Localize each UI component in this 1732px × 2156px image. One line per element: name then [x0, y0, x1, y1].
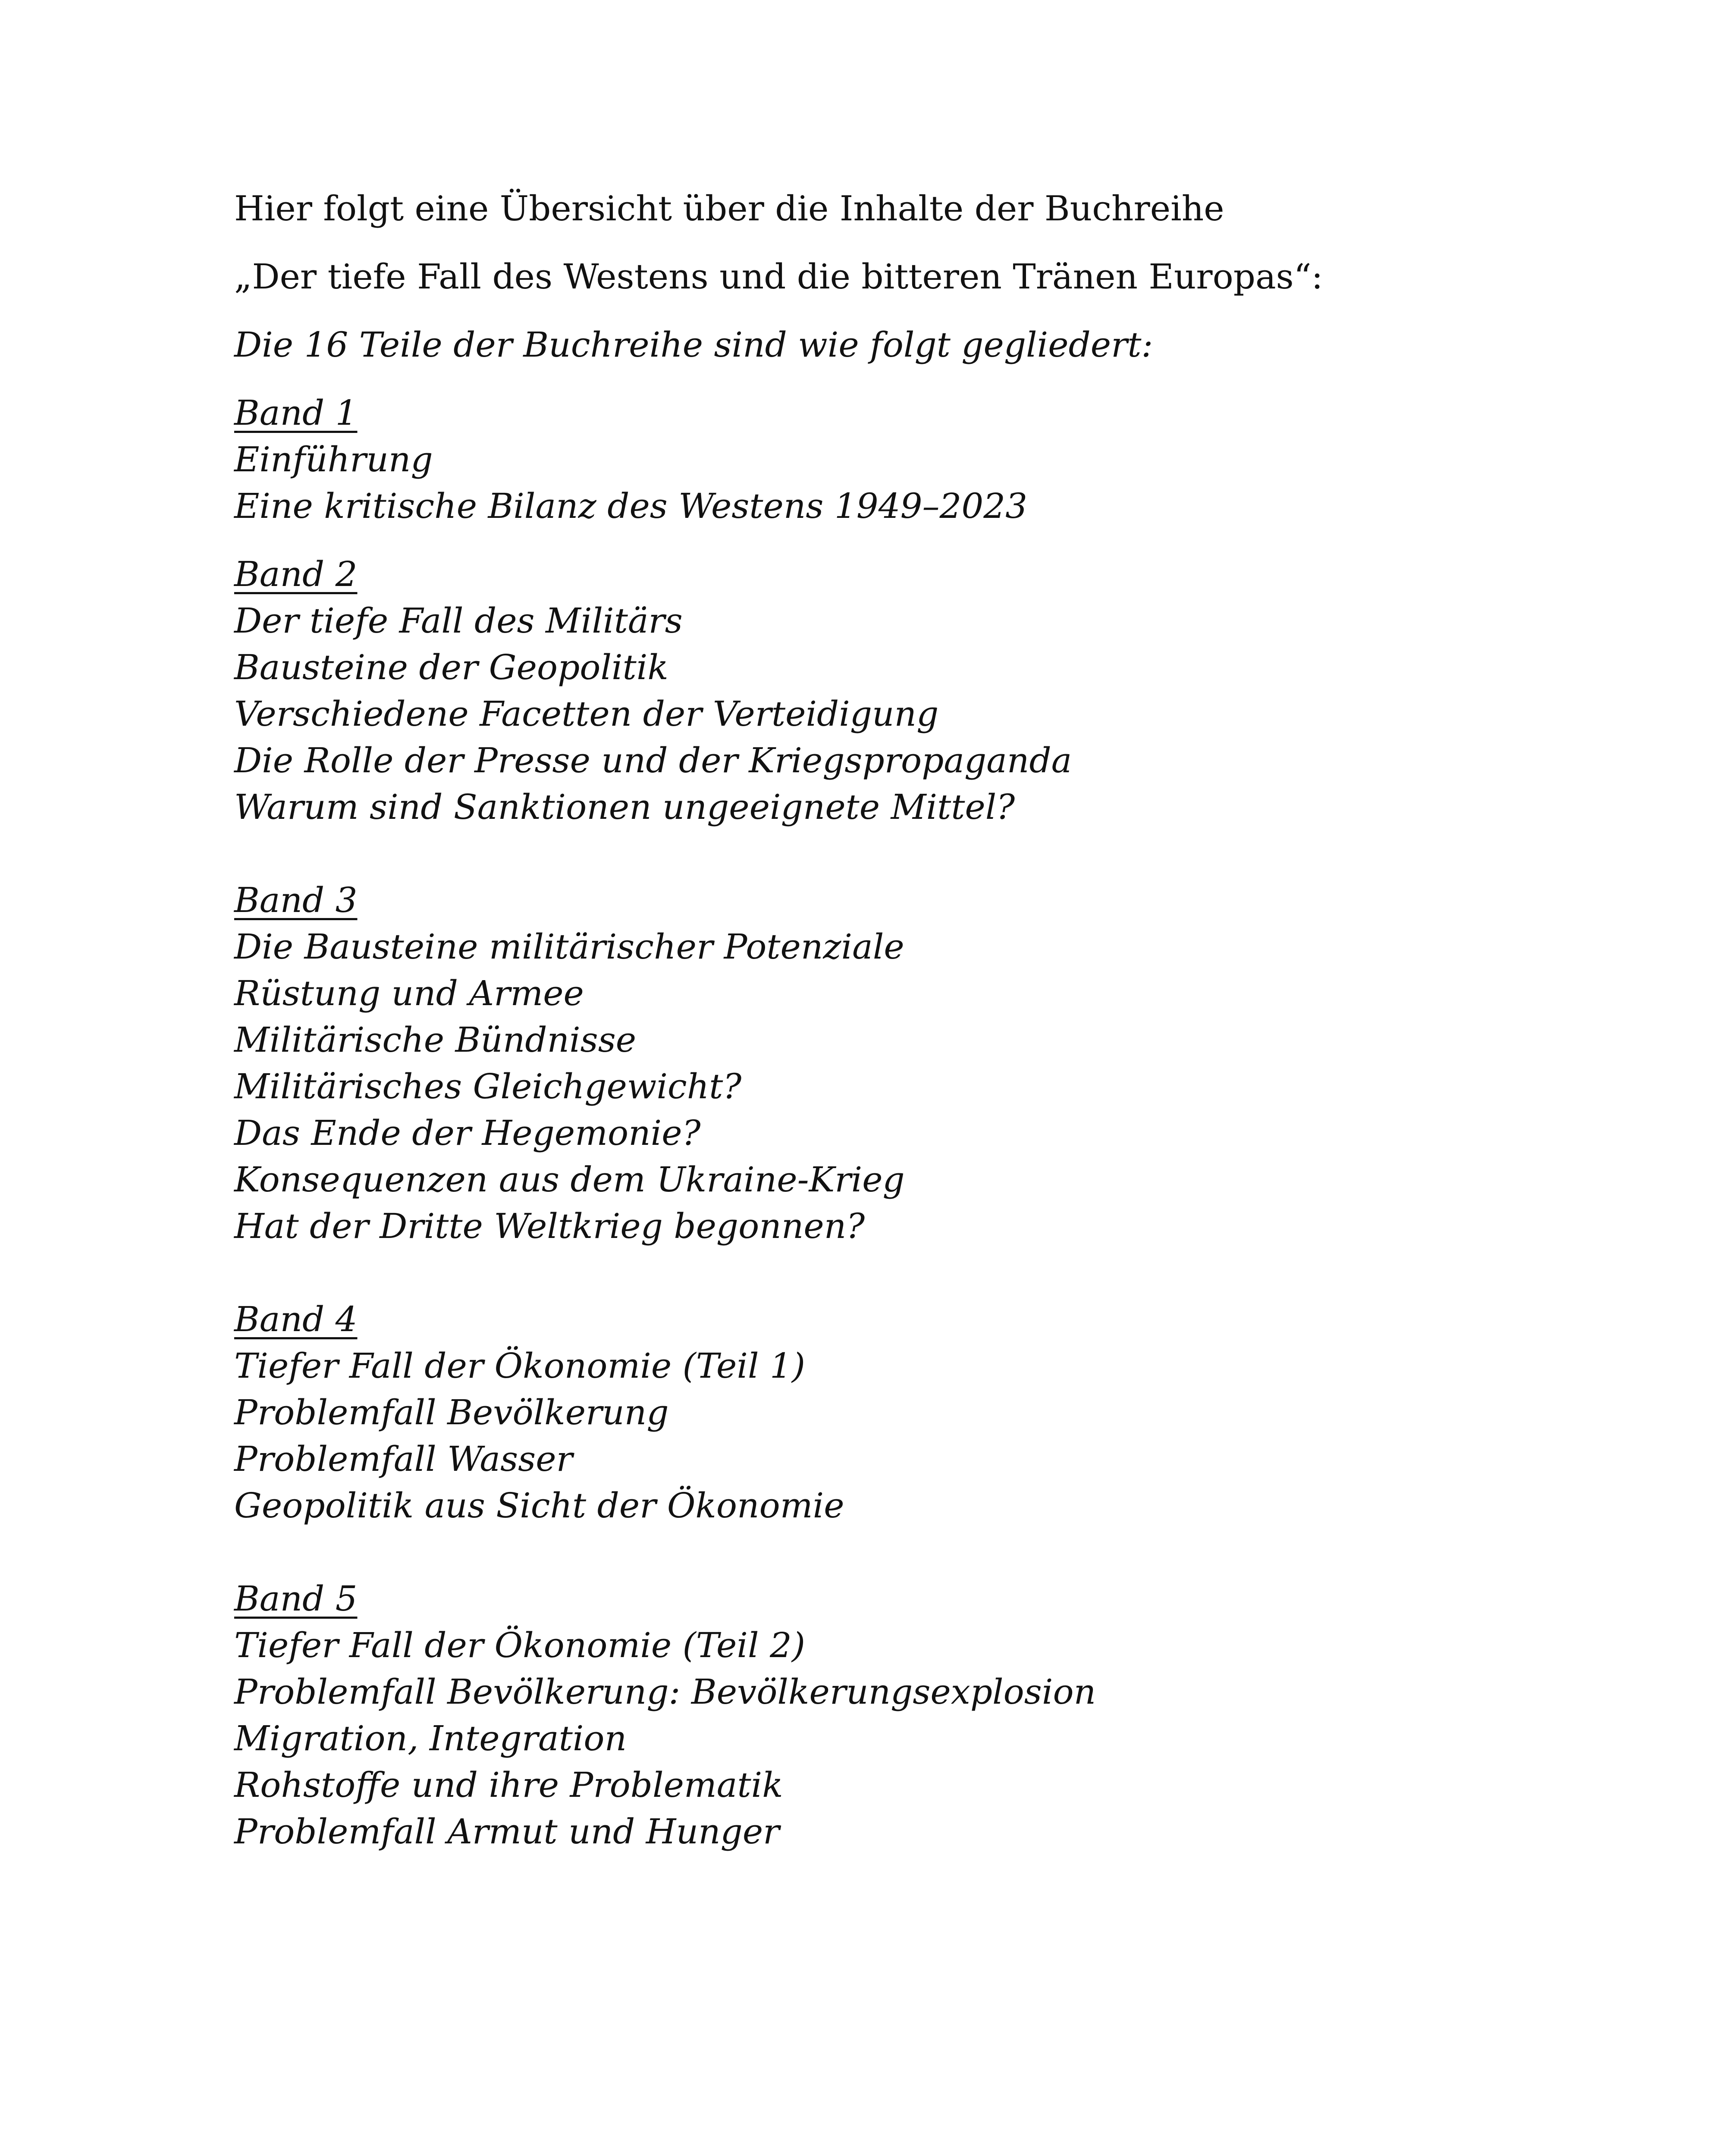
band-item: Problemfall Bevölkerung: [234, 1392, 669, 1432]
band-heading: Band 4: [234, 1299, 358, 1339]
band-section-1: [234, 390, 1614, 530]
band-item: Verschiedene Facetten der Verteidigung: [234, 694, 939, 734]
band-item: Eine kritische Bilanz des Westens 1949–2023: [234, 486, 1028, 526]
intro-line-2: „Der tiefe Fall des Westens und die bitteren Tränen Europas“:: [234, 257, 1323, 297]
band-item: Hat der Dritte Weltkrieg begonnen?: [234, 1206, 865, 1246]
band-item: Militärisches Gleichgewicht?: [234, 1066, 742, 1106]
band-item: Die Bausteine militärischer Potenziale: [234, 927, 904, 967]
band-section-4: [234, 1296, 1614, 1529]
band-section-2: [234, 551, 1614, 830]
band-heading: Band 3: [234, 880, 358, 920]
band-item: Militärische Bündnisse: [234, 1020, 637, 1060]
band-item: Tiefer Fall der Ökonomie (Teil 1): [234, 1346, 806, 1386]
band-item: Konsequenzen aus dem Ukraine-Krieg: [234, 1159, 905, 1200]
band-heading: Band 1: [234, 393, 358, 433]
band-item: Rohstoffe und ihre Problematik: [234, 1765, 783, 1805]
band-item: Warum sind Sanktionen ungeeignete Mittel?: [234, 787, 1015, 827]
band-item: Einführung: [234, 439, 433, 479]
band-item: Die Rolle der Presse und der Kriegspropaganda: [234, 740, 1072, 780]
band-item: Problemfall Armut und Hunger: [234, 1811, 780, 1852]
band-item: Bausteine der Geopolitik: [234, 647, 668, 687]
band-section-5: [234, 1576, 1614, 1855]
band-item: Rüstung und Armee: [234, 973, 584, 1013]
band-item: Tiefer Fall der Ökonomie (Teil 2): [234, 1625, 806, 1665]
band-item: Problemfall Bevölkerung: Bevölkerungsexplosion: [234, 1672, 1096, 1712]
document-page: [234, 185, 1614, 1855]
structure-line: Die 16 Teile der Buchreihe sind wie folgt gegliedert:: [234, 325, 1153, 365]
band-heading: Band 5: [234, 1579, 358, 1619]
band-item: Das Ende der Hegemonie?: [234, 1113, 701, 1153]
band-section-3: [234, 877, 1614, 1250]
band-item: Der tiefe Fall des Militärs: [234, 601, 683, 641]
band-item: Migration, Integration: [234, 1718, 627, 1758]
band-item: Problemfall Wasser: [234, 1439, 573, 1479]
band-heading: Band 2: [234, 554, 358, 594]
intro-line-1: Hier folgt eine Übersicht über die Inhalte der Buchreihe: [234, 188, 1224, 229]
band-item: Geopolitik aus Sicht der Ökonomie: [234, 1485, 844, 1526]
